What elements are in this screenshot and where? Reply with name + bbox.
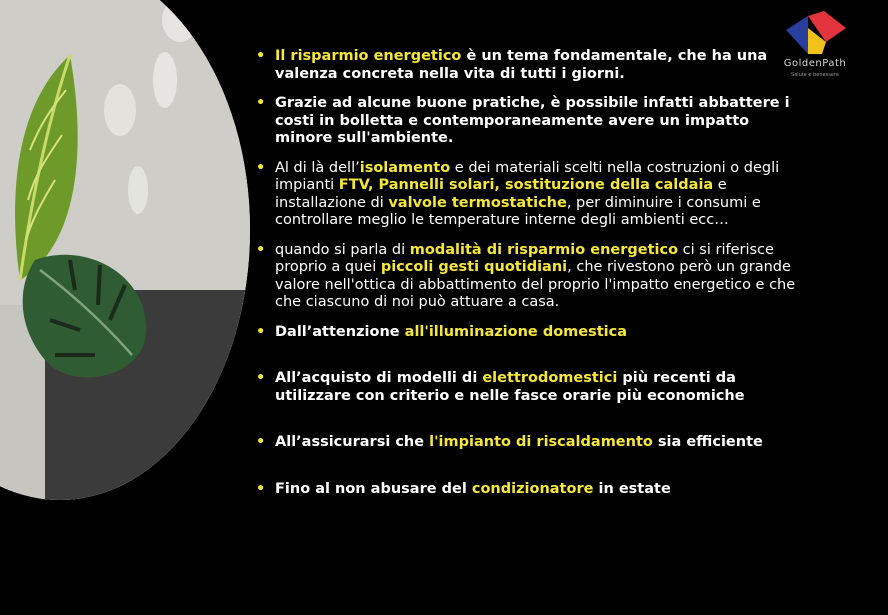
bullet-text: , per diminuire i consumi e controllare meglio le temperature interne degli ambienti ecc… — [275, 194, 761, 228]
bullet-item — [256, 370, 796, 405]
logo-tagline: Salute e benessere — [791, 72, 839, 78]
bullet-item — [256, 95, 796, 148]
bullet-list — [256, 48, 796, 498]
bullet-text: , che rivestono però un grande valore nell'ottica di abbattimento del proprio l'impatto energetico e che che ciascuno di noi può attuare a casa. — [275, 259, 796, 310]
bullet-text: Dall’attenzione — [275, 323, 405, 340]
bullet-text: ci si riferisce proprio a quei — [275, 241, 774, 275]
highlighted-text: Il risparmio energetico — [275, 48, 462, 64]
bullet-item — [256, 434, 796, 452]
highlighted-text: elettrodomestici — [482, 370, 618, 386]
bullet-item — [256, 481, 796, 499]
highlighted-text: all'illuminazione domestica — [404, 323, 628, 340]
bullet-text: Fino al non abusare del — [275, 480, 472, 497]
highlighted-text: piccoli gesti quotidiani — [380, 259, 568, 275]
bullet-text: e dei materiali scelti nella costruzioni o degli impianti — [275, 159, 780, 193]
bullet-text: in estate — [593, 480, 671, 497]
bullet-item — [256, 242, 796, 312]
highlighted-text: condizionatore — [471, 480, 594, 497]
bullet-text: sia efficiente — [652, 434, 763, 450]
highlighted-text: l'impianto di riscaldamento — [429, 434, 653, 450]
highlighted-text: FTV, Pannelli solari, sostituzione della caldaia — [338, 177, 714, 193]
logo-name: GoldenPath — [783, 58, 847, 69]
bullet-text: quando si parla di — [275, 241, 410, 258]
bullet-text: All’assicurarsi che — [275, 434, 430, 450]
highlighted-text: valvole termostatiche — [388, 194, 567, 211]
bullet-text: è un tema fondamentale, che ha una valenza concreta nella vita di tutti i giorni. — [275, 48, 768, 82]
bullet-item — [256, 160, 796, 230]
bullet-text: Al di là dell’ — [275, 159, 360, 176]
leaves-illustration — [0, 0, 250, 500]
bullet-text: All’acquisto di modelli di — [275, 370, 483, 386]
bullet-text: più recenti da utilizzare con criterio e nelle fasce orarie più economiche — [275, 370, 745, 404]
leaves-photo — [0, 0, 250, 500]
bullet-item — [256, 48, 796, 83]
bullet-text: Grazie ad alcune buone pratiche, è possibile infatti abbattere i costi in bolletta e contemporaneamente avere un impatto minore sull'ambiente. — [275, 95, 790, 146]
bullet-item — [256, 324, 796, 342]
highlighted-text: isolamento — [359, 159, 451, 176]
highlighted-text: modalità di risparmio energetico — [409, 241, 679, 258]
bullet-text: e installazione di — [275, 177, 727, 211]
